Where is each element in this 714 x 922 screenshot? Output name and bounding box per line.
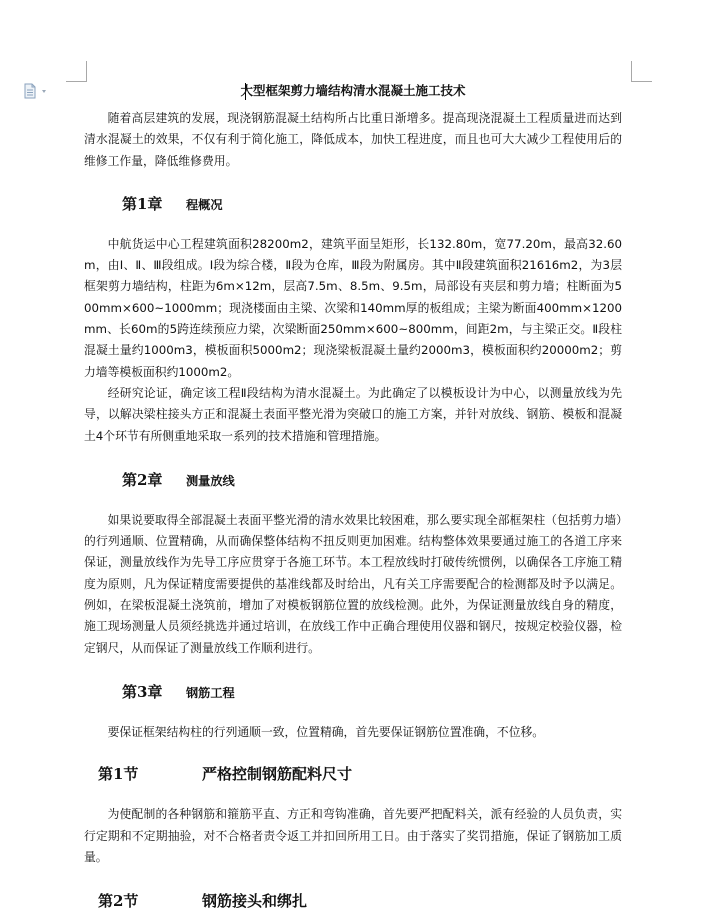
chapter-name: 测量放线	[186, 473, 235, 488]
document-title: 大型框架剪力墙结构清水混凝土施工技术	[240, 83, 466, 98]
chapter-number: 第3章	[122, 682, 163, 701]
chapter-name: 程概况	[186, 197, 223, 212]
body-paragraph: 如果说要取得全部混凝土表面平整光滑的清水效果比较困难，那么要实现全部框架柱（包括剪力墙）的行列通顺、位置精确，从而确保整体结构不扭反则更加困难。结构整体效果要通过施工的各道工序来保证，测量放线作为先导工序应贯穿于各施工环节。本工程放线时打破传统惯例，以确保各工序施工精度为原则，凡为保证精度需要提供的基准线都及时给出，凡有关工序需要配合的检测都及时予以满足。例如，在梁板混凝土浇筑前，增加了对模板钢筋位置的放线检测。此外，为保证测量放线自身的精度，施工现场测量人员须经挑选并通过培训，在放线工作中正确合理使用仪器和钢尺，按规定校验仪器，检定钢尺，从而保证了测量放线工作顺利进行。	[84, 512, 622, 655]
chapter-heading	[122, 193, 622, 214]
intro-paragraph: 随着高层建筑的发展，现浇钢筋混凝土结构所占比重日渐增多。提高现浇混凝土工程质量进而达到清水混凝土的效果，不仅有利于简化施工，降低成本，加快工程进度，而且也可大大减少工程使用后的维修工作量，降低维修费用。	[84, 111, 622, 168]
chapter-heading	[122, 681, 622, 702]
body-paragraph: 经研究论证，确定该工程Ⅱ段结构为清水混凝土。为此确定了以模板设计为中心，以测量放线为先导，以解决梁柱接头方正和混凝土表面平整光滑为突破口的施工方案，并针对放线、钢筋、模板和混凝土4个环节有所侧重地采取一系列的技术措施和管理措施。	[84, 385, 622, 443]
body-paragraph: 为使配制的各种钢筋和箍筋平直、方正和弯钩准确，首先要严把配料关，派有经验的人员负责，实行定期和不定期抽验，对不合格者责令返工并扣回所用工日。由于落实了奖罚措施，保证了钢筋加工质量。	[84, 807, 622, 864]
page-corner-mark-top-right	[631, 61, 652, 82]
document-body[interactable]	[84, 80, 622, 911]
chapter-number: 第2章	[122, 470, 163, 489]
chapter-number: 第1章	[122, 194, 163, 213]
section-name: 钢筋接头和绑扎	[202, 892, 308, 911]
section-number: 第1节	[98, 765, 139, 784]
section-heading	[98, 890, 622, 911]
document-icon[interactable]	[24, 83, 50, 99]
body-paragraph: 要保证框架结构柱的行列通顺一致，位置精确，首先要保证钢筋位置准确，不位移。	[107, 724, 545, 739]
page-corner-mark-top-left	[66, 61, 87, 82]
dropdown-arrow-icon	[42, 90, 46, 93]
body-paragraph: 中航货运中心工程建筑面积28200m2，建筑平面呈矩形，长132.80m，宽77.20m，最高32.60m，由Ⅰ、Ⅱ、Ⅲ段组成。Ⅰ段为综合楼，Ⅱ段为仓库，Ⅲ段为附属房。其中Ⅱ段建筑面积21616m2，为3层框架剪力墙结构，柱距为6m×12m，层高7.5m、8.5m、9.5m，局部设有夹层和剪力墙；柱断面为500mm×600~1000mm；现浇楼面由主梁、次梁和140mm厚的板组成；主梁为断面400mm×1200mm、长60m的5跨连续预应力梁，次梁断面250mm×600~800mm，间距2m，与主梁正交。Ⅱ段柱混凝土量约1000m3，模板面积5000m2；现浇梁板混凝土量约2000m3，模板面积约20000m2；剪力墙等模板面积约1000m2。	[84, 236, 622, 379]
section-heading	[98, 763, 622, 784]
section-name: 严格控制钢筋配料尺寸	[202, 765, 353, 784]
section-number: 第2节	[98, 892, 139, 911]
chapter-name: 钢筋工程	[186, 685, 235, 700]
chapter-heading	[122, 469, 622, 490]
